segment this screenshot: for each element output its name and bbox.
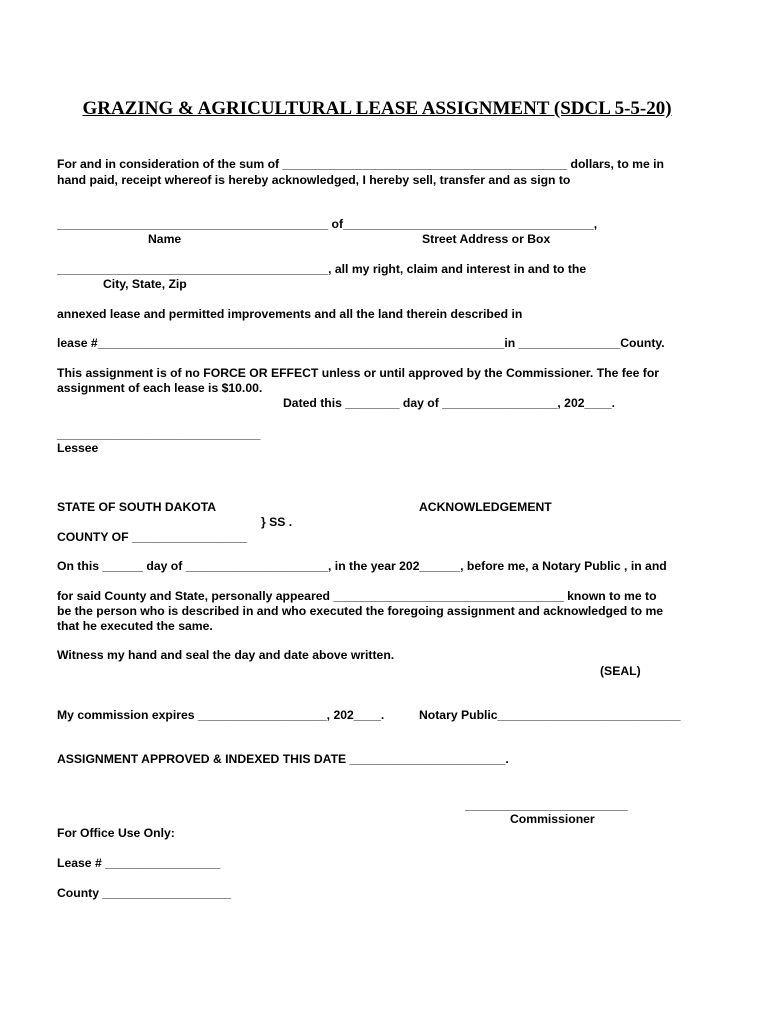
notice-line-1: This assignment is of no FORCE OR EFFECT unless or until approved by the Commissioner. The fee for [57,366,660,380]
acknowledgement-body-1: for said County and State, personally appeared __________________________________ known to me to [57,589,657,603]
notary-public-field: Notary Public___________________________ [419,708,681,722]
on-this-day-line: On this ______ day of _____________________, in the year 202______, before me, a Notary Public , in and [57,559,667,573]
commissioner-signature-line: ________________________ [465,798,628,812]
commission-expires-field: My commission expires ___________________, 202____. [57,708,385,722]
lease-number-county-field: lease #____________________________________________________________in _______________County. [57,336,665,350]
ss-mark: } SS . [261,515,293,529]
lessee-label: Lessee [57,441,99,455]
state-heading: STATE OF SOUTH DAKOTA [57,500,217,514]
notice-line-2: assignment of each lease is $10.00. [57,381,263,395]
street-address-label: Street Address or Box [422,232,551,246]
city-state-zip-field: ________________________________________, all my right, claim and interest in and to the [57,262,587,276]
office-use-heading: For Office Use Only: [57,826,175,840]
annexed-lease-text: annexed lease and permitted improvements and all the land therein described in [57,307,523,321]
assignee-name-address-field: ________________________________________ of_____________________________________, [57,217,598,231]
office-county-field: County ___________________ [57,886,232,900]
commissioner-label: Commissioner [510,812,595,826]
name-label: Name [148,232,182,246]
consideration-line-2: hand paid, receipt whereof is hereby acknowledged, I hereby sell, transfer and as sign to [57,173,571,187]
acknowledgement-body-3: that he executed the same. [57,619,213,633]
witness-statement: Witness my hand and seal the day and date above written. [57,648,395,662]
consideration-line-1: For and in consideration of the sum of __________________________________________ dollars, to me in [57,157,664,171]
acknowledgement-body-2: be the person who is described in and who executed the foregoing assignment and acknowledged to me [57,604,664,618]
city-state-zip-label: City, State, Zip [103,277,187,291]
county-of-field: COUNTY OF _________________ [57,530,248,544]
acknowledgement-heading: ACKNOWLEDGEMENT [419,500,552,514]
dated-field: Dated this ________ day of _________________, 202____. [283,396,616,410]
approval-date-field: ASSIGNMENT APPROVED & INDEXED THIS DATE _______________________. [57,752,509,766]
office-lease-number-field: Lease # _________________ [57,856,221,870]
document-title: GRAZING & AGRICULTURAL LEASE ASSIGNMENT (SDCL 5-5-20) [82,98,672,119]
lessee-signature-line: ______________________________ [57,427,261,441]
seal-label: (SEAL) [600,664,641,678]
